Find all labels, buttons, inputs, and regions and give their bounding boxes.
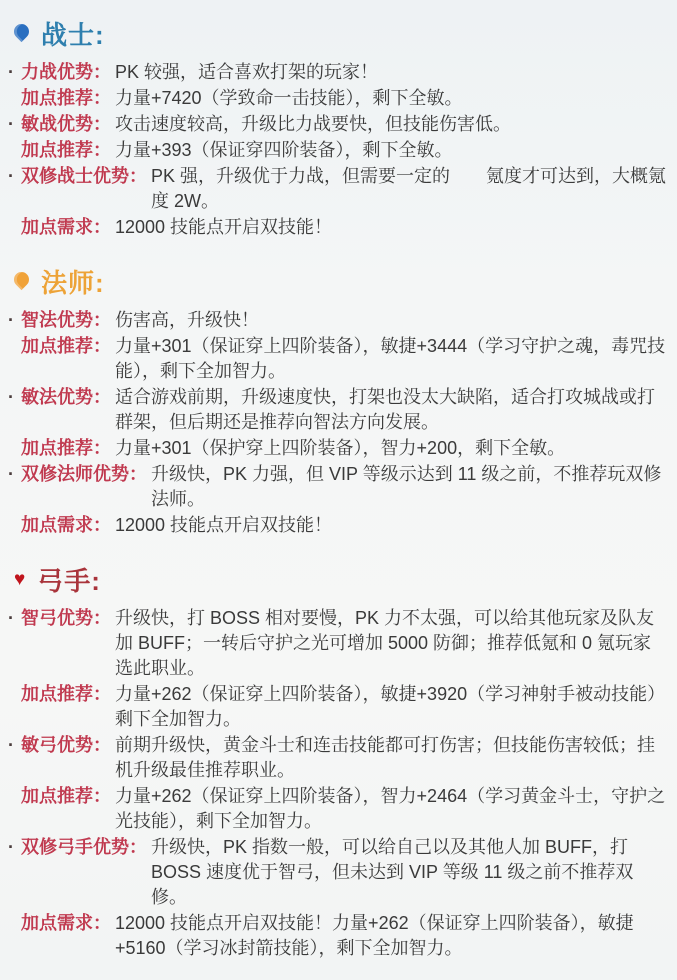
entry-text: 12000 技能点开启双技能！力量+262（保证穿上四阶装备），敏捷+5160（学习冰封箭技能），剩下全加智力。 — [115, 913, 634, 958]
section-header — [14, 264, 669, 298]
section-title: 战士: — [41, 19, 105, 50]
entry-text: 升级快，打 BOSS 相对要慢，PK 力不太强，可以给其他玩家及队友加 BUFF；一转后守护之光可增加 5000 防御；推荐低氪和 0 氪玩家选此职业。 — [115, 608, 655, 678]
entry-row — [8, 308, 669, 333]
entry-label: 加点推荐： — [21, 88, 111, 108]
entry-row — [8, 385, 669, 435]
entry-label: 双修法师优势： — [21, 464, 147, 484]
entry-row — [8, 86, 669, 111]
entry-label: 加点推荐： — [21, 786, 111, 806]
entry-text: 12000 技能点开启双技能！ — [115, 515, 333, 535]
entry-text: 力量+262（保证穿上四阶装备），敏捷+3920（学习神射手被动技能）剩下全加智力。 — [115, 684, 666, 729]
entry-text: PK 强，升级优于力战，但需要一定的 氪度才可达到，大概氪度 2W。 — [151, 166, 667, 211]
entry-label: 加点推荐： — [21, 684, 111, 704]
entry-row — [8, 784, 669, 834]
entry-text: 攻击速度较高，升级比力战要快，但技能伤害低。 — [115, 114, 511, 134]
entry-row — [8, 911, 669, 961]
entry-text: 升级快，PK 力强，但 VIP 等级示达到 11 级之前，不推荐玩双修法师。 — [151, 464, 662, 509]
entry-label: 加点推荐： — [21, 140, 111, 160]
entry-label: 加点推荐： — [21, 336, 111, 356]
entry-row — [8, 682, 669, 732]
class-section — [8, 16, 669, 240]
entry-label: 敏战优势： — [21, 114, 111, 134]
class-section — [8, 562, 669, 961]
entry-text: 升级快，PK 指数一般，可以给自己以及其他人加 BUFF，打 BOSS 速度优于智弓，但未达到 VIP 等级 11 级之前不推荐双修。 — [151, 837, 634, 907]
orange-pin-icon — [11, 268, 32, 289]
class-section — [8, 264, 669, 538]
entry-label: 双修弓手优势： — [21, 837, 147, 857]
red-heart-icon: ♥ — [14, 568, 26, 590]
entry-text: 力量+301（保证穿上四阶装备），敏捷+3444（学习守护之魂，毒咒技能），剩下全加智力。 — [115, 336, 666, 381]
bullet-dot: · — [8, 387, 14, 407]
entry-label: 加点需求： — [21, 913, 111, 933]
entry-row — [8, 112, 669, 137]
bullet-dot: · — [8, 464, 14, 484]
bullet-dot: · — [8, 837, 14, 857]
section-header — [14, 562, 669, 596]
entry-text: 适合游戏前期，升级速度快，打架也没太大缺陷，适合打攻城战或打群架，但后期还是推荐向智法方向发展。 — [115, 387, 655, 432]
entry-row — [8, 138, 669, 163]
entry-text: 伤害高，升级快！ — [115, 310, 259, 330]
bullet-dot: · — [8, 114, 14, 134]
entry-label: 敏弓优势： — [21, 735, 111, 755]
bullet-dot: · — [8, 166, 14, 186]
section-title: 法师: — [41, 267, 105, 298]
entry-row — [8, 60, 669, 85]
section-entries — [8, 308, 669, 538]
entry-label: 加点需求： — [21, 515, 111, 535]
entry-label: 敏法优势： — [21, 387, 111, 407]
section-title: 弓手: — [37, 565, 101, 596]
entry-text: 力量+393（保证穿四阶装备），剩下全敏。 — [115, 140, 453, 160]
bullet-dot: · — [8, 735, 14, 755]
entry-row — [8, 462, 669, 512]
section-entries — [8, 606, 669, 961]
entry-text: 前期升级快，黄金斗士和连击技能都可打伤害；但技能伤害较低；挂机升级最佳推荐职业。 — [115, 735, 655, 780]
entry-text: 力量+262（保证穿上四阶装备），智力+2464（学习黄金斗士，守护之光技能），剩下全加智力。 — [115, 786, 666, 831]
entry-row — [8, 215, 669, 240]
bullet-dot: · — [8, 310, 14, 330]
entry-text: PK 较强，适合喜欢打架的玩家！ — [115, 62, 379, 82]
entry-text: 力量+7420（学致命一击技能），剩下全敏。 — [115, 88, 463, 108]
entry-row — [8, 164, 669, 214]
entry-label: 双修战士优势： — [21, 166, 147, 186]
entry-row — [8, 606, 669, 681]
class-guide-sections — [8, 16, 669, 961]
entry-label: 加点需求： — [21, 217, 111, 237]
bullet-dot: · — [8, 608, 14, 628]
section-header — [14, 16, 669, 50]
entry-row — [8, 334, 669, 384]
entry-text: 力量+301（保护穿上四阶装备），智力+200，剩下全敏。 — [115, 438, 566, 458]
blue-pin-icon — [11, 20, 32, 41]
entry-label: 智法优势： — [21, 310, 111, 330]
entry-row — [8, 835, 669, 910]
entry-label: 智弓优势： — [21, 608, 111, 628]
entry-row — [8, 733, 669, 783]
bullet-dot: · — [8, 62, 14, 82]
entry-row — [8, 513, 669, 538]
section-entries — [8, 60, 669, 240]
entry-text: 12000 技能点开启双技能！ — [115, 217, 333, 237]
entry-label: 力战优势： — [21, 62, 111, 82]
entry-label: 加点推荐： — [21, 438, 111, 458]
entry-row — [8, 436, 669, 461]
